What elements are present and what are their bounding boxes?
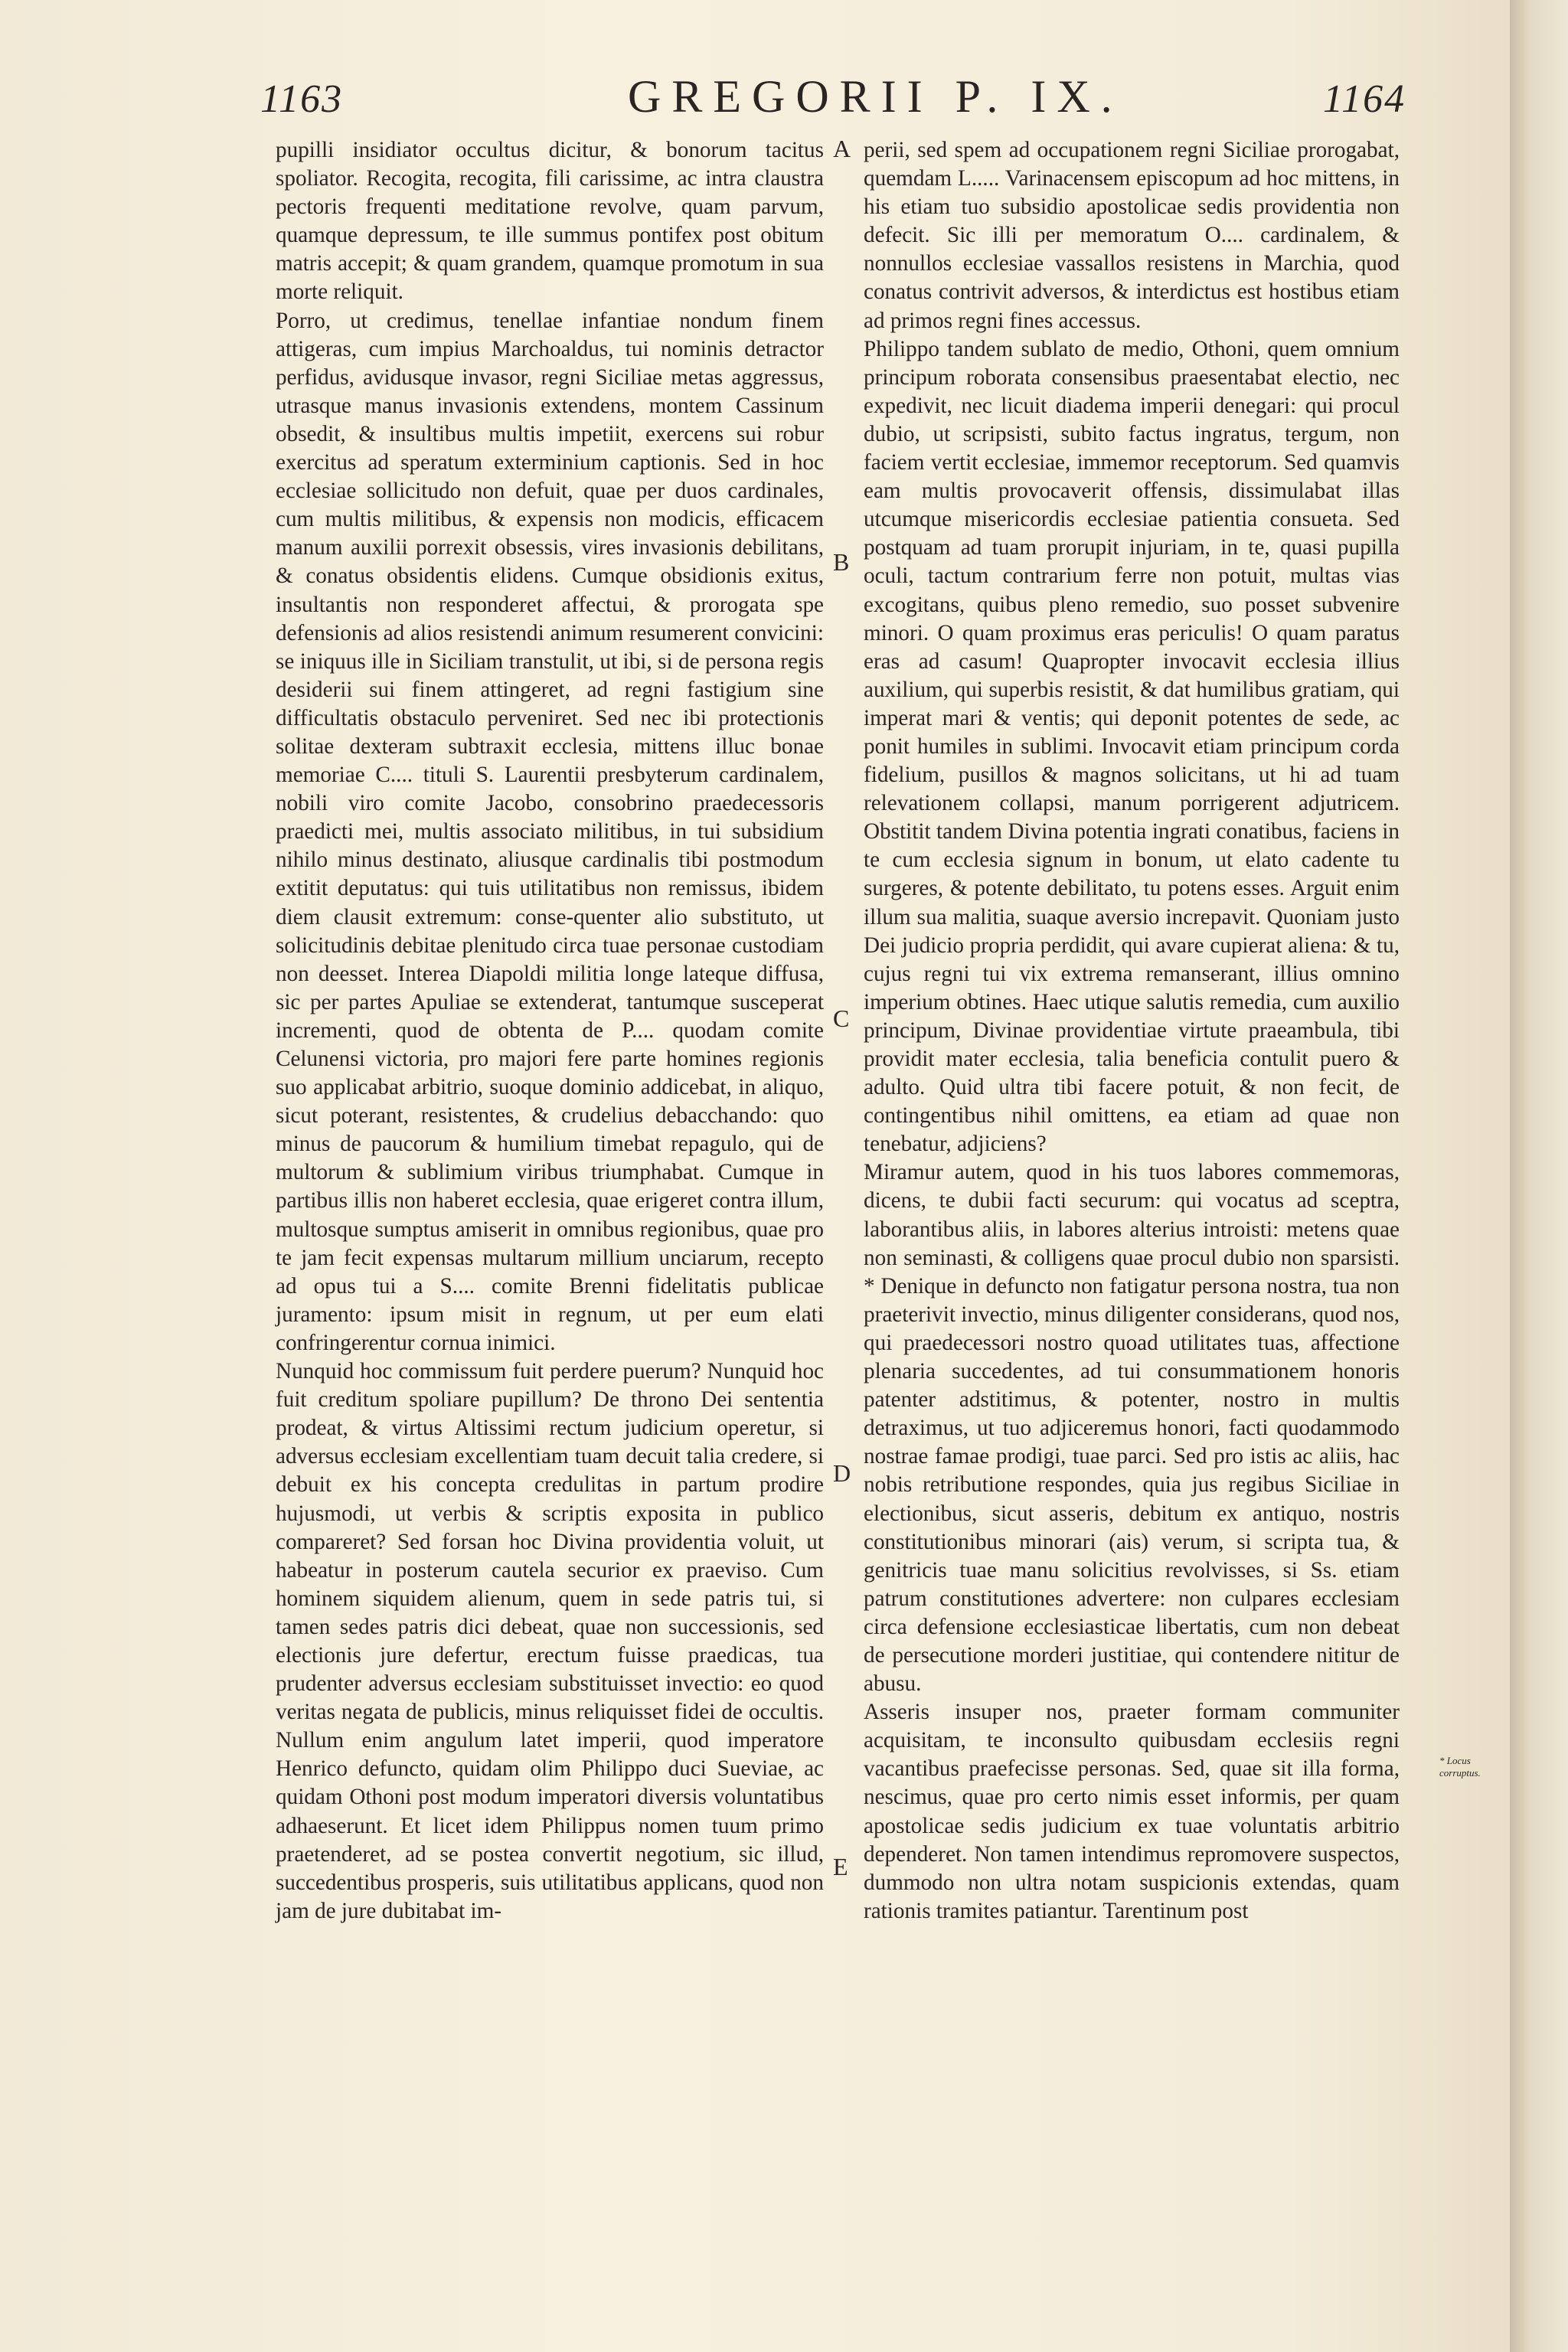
page-number-right: 1164 <box>1323 77 1406 121</box>
section-marker-b: B <box>833 548 850 576</box>
section-marker-d: D <box>833 1459 851 1487</box>
running-title: GREGORII P. IX. <box>628 71 1123 122</box>
section-marker-c: C <box>833 1004 850 1032</box>
section-marker-e: E <box>833 1853 848 1880</box>
page-number-left: 1163 <box>260 77 344 121</box>
margin-note: * Locus corruptus. <box>1439 1755 1481 1779</box>
right-column-text: perii, sed spem ad occupationem regni Siciliae prorogabat, quemdam L..... Varinacensem episcopum ad hoc mittens, in his etiam tuo subsidio apostolicae sedis providentia non defecit. Sic illi per memoratum O.... cardinalem, & nonnullos ecclesiae vassallos resistens in Marchia, quod conatus contrivit adversos, & interdictus est hostibus etiam ad primos regni fines accessus. Philippo tandem sublato de medio, Othoni, quem omnium principum roborata consensibus praesentabat electio, nec expedivit, nec licuit diadema imperii denegari: qui procul dubio, ut scripsisti, subito factus ingratus, tergum, non faciem vertit ecclesiae, immemor receptorum. Sed quamvis eam multis provocaverit offensis, dissimulabat illas utcumque misericordis ecclesiae patientia consueta. Sed postquam ad tuam prorupit injuriam, in te, quasi pupilla oculi, tactum contrarium ferre non potuit, multas vias excogitans, quibus pleno remedio, suo posset subvenire minori. O quam proximus eras periculis! O quam paratus eras ad casum! Quapropter invocavit ecclesia illius auxilium, qui superbis resistit, & dat humilibus gratiam, qui imperat mari & ventis; qui deponit potentes de sede, ac ponit humiles in sublimi. Invocavit etiam principum corda fidelium, pusillos & magnos solicitans, ut hi ad tuam relevationem collapsi, manum porrigerent adjutricem. Obstitit tandem Divina potentia ingrati conatibus, faciens in te cum ecclesia signum in bonum, ut elato cadente tu surgeres, & potente debilitato, tu potens esses. Arguit enim illum sua malitia, suaque aversio increpavit. Quoniam justo Dei judicio propria perdidit, qui avare cupierat aliena: & tu, cujus regni tui vix extrema remanserant, illius omnino imperium obtines. Haec utique salutis remedia, cum auxilio principum, Divinae providentiae virtute praeambula, tibi providit mater ecclesia, talia beneficia contulit puero & adulto. Quid ultra tibi facere potuit, & non fecit, de contingentibus nihil omittens, ea etiam ad quae non tenebatur, adjiciens? Miramur autem, quod in his tuos labores commemoras, dicens, te dubii facti securum: qui vocatus ad sceptra, laborantibus aliis, in labores alterius introisti: metens quae non seminasti, & colligens quae procul dubio non sparsisti. * Denique in defuncto non fatigatur persona nostra, tua non praeterivit invectio, minus diligenter considerans, quod nos, qui praedecessori nostro quoad utilitates tuas, affectione plenaria succedentes, ad tui consummationem honoris patenter adstitimus, & potenter, nostro in multis detraximus, ut tuo adjiceremus honori, facti quodammodo nostrae famae prodigi, tuae parci. Sed pro istis ac aliis, hac nobis retributione respondes, quia jus regibus Siciliae in electionibus, sicut asseris, debitum ex antiquo, nostris constitutionibus minorari (ais) verum, si scripta tua, & genitricis tuae manu solicitius revolvisses, si Ss. etiam patrum constitutiones advertere: non culpares ecclesiam circa defensione ecclesiasticae libertatis, cum non debeat de persecutione morderi justitiae, qui contendere nititur de abusu. Asseris insuper nos, praeter formam communiter acquisitam, te inconsulto quibusdam ecclesiis regni vacantibus praefecisse personas. Sed, quae sit illa forma, nescimus, quae pro certo nimis esset informis, per quam apostolicae sedis judicium ex tuae voluntatis arbitrio dependeret. Non tamen intendimus repromovere suspectos, dummodo non ultra notam suspicionis extendas, quam rationis tramites patiantur. Tarentinum post <box>864 138 1400 1923</box>
page-edge <box>1510 0 1568 2352</box>
left-column-text: pupilli insidiator occultus dicitur, & bonorum tacitus spoliator. Recogita, recogita, fili carissime, ac intra claustra pectoris frequenti meditatione revolve, quam parvum, quamque depressum, te ille summus pontifex post obitum matris accepit; & quam grandem, quamque promotum in sua morte reliquit. Porro, ut credimus, tenellae infantiae nondum finem attigeras, cum impius Marchoaldus, tui nominis detractor perfidus, avidusque invasor, regni Siciliae metas aggressus, utrasque manus invasionis extendens, montem Cassinum obsedit, & insultibus multis impetiit, exercens sui robur exercitus ad speratum exterminium captionis. Sed in hoc ecclesiae sollicitudo non defuit, quae per duos cardinales, cum multis militibus, & expensis non modicis, efficacem manum auxilii porrexit obsessis, vires invasionis debilitans, & conatus obsidentis elidens. Cumque obsidionis exitus, insultantis non responderet affectui, & prorogata spe defensionis ad alios resistendi animum resumerent convicini: se iniquus ille in Siciliam transtulit, ut ibi, si de persona regis desiderii sui finem attingeret, ad regni fastigium sine difficultatis obstaculo perveniret. Sed nec ibi protectionis solitae dexteram subtraxit ecclesia, mittens illuc bonae memoriae C.... tituli S. Laurentii presbyterum cardinalem, nobili viro comite Jacobo, consobrino praedecessoris praedicti mei, multis associato militibus, in tui subsidium nihilo minus destinato, aliusque cardinalis tibi postmodum extitit deputatus: qui tuis utilitatibus non remissus, ibidem diem clausit extremum: conse-quenter alio substituto, ut solicitudinis debitae plenitudo circa tuae personae custodiam non deesset. Interea Diapoldi militia longe lateque diffusa, sic per partes Apuliae se extenderat, tantumque susceperat incrementi, quod de obtenta de P.... quodam comite Celunensi victoria, pro majori fere parte homines regionis suo applicabat arbitrio, suoque dominio addicebat, in aliquo, sicut poterant, resistentes, & crudelius debacchando: quo minus de paucorum & humilium timebat repagulo, qui de multorum & sublimium viribus triumphabat. Cumque in partibus illis non haberet ecclesia, quae erigeret contra illum, multosque sumptus amiserit in omnibus regionibus, quae pro te jam fecit expensas multarum millium unciarum, recepto ad opus tui a S.... comite Brenni fidelitatis publicae juramento: ipsum misit in regnum, ut per eum elati confringerentur cornua inimici. Nunquid hoc commissum fuit perdere puerum? Nunquid hoc fuit creditum spoliare pupillum? De throno Dei sententia prodeat, & virtus Altissimi rectum judicium operetur, si adversus ecclesiam excellentiam tuam decuit talia credere, si debuit ex his concepta credulitas in partum prodire hujusmodi, ut verbis & scriptis exposita in publico compareret? Sed forsan hoc Divina providentia voluit, ut habeatur in posterum cautela securior ex praeviso. Cum hominem siquidem alienum, quem in sede patris tui, si tamen sedes patris dici debeat, quae non successionis, sed electionis jure defertur, erectum fuisse praedicas, tua prudenter adversus ecclesiam substituisset invectio: eo quod veritas negata de publicis, minus reliquisset fidei de occultis. Nullum enim angulum latet imperii, quod imperatore Henrico defuncto, quidam olim Philippo duci Sueviae, ac quidam Othoni post modum imperatori diversis voluntatibus adhaeserunt. Et licet idem Philippus nomen tuum primo praetenderet, ad se postea convertit negotium, sic illud, succedentibus prosperis, suis utilitatibus applicans, quod non jam de jure dubitabat im- <box>276 138 824 1923</box>
running-header <box>0 70 1510 132</box>
section-marker-a: A <box>833 135 851 162</box>
